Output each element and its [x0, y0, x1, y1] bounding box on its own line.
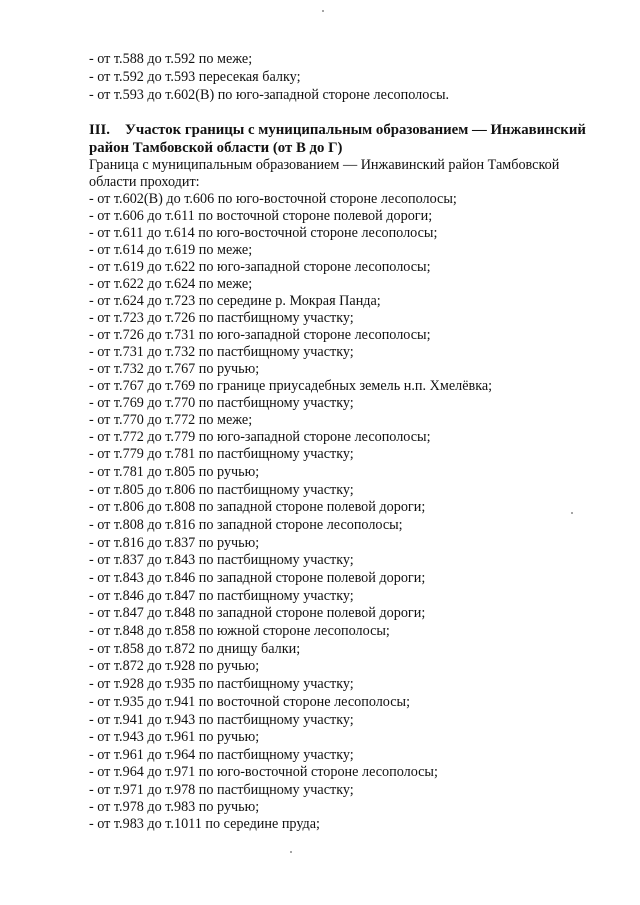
boundary-item: - от т.624 до т.723 по середине р. Мокрая Панда;: [89, 293, 381, 309]
boundary-item: - от т.588 до т.592 по меже;: [89, 51, 253, 67]
boundary-item: - от т.983 до т.1011 по середине пруда;: [89, 816, 320, 832]
boundary-item: - от т.772 до т.779 по юго-западной стороне лесополосы;: [89, 429, 431, 445]
section-title: Участок границы с муниципальным образованием — Инжавинский район Тамбовской области (от В до Г): [89, 122, 586, 156]
boundary-item: - от т.805 до т.806 по пастбищному участку;: [89, 482, 354, 498]
boundary-item: - от т.837 до т.843 по пастбищному участку;: [89, 552, 354, 568]
boundary-item: - от т.779 до т.781 по пастбищному участку;: [89, 446, 354, 462]
section-heading: [89, 122, 604, 157]
boundary-item: - от т.592 до т.593 пересекая балку;: [89, 69, 301, 85]
scan-speck: [322, 10, 324, 12]
boundary-item: - от т.858 до т.872 по днищу балки;: [89, 641, 301, 657]
boundary-item: - от т.964 до т.971 по юго-восточной стороне лесополосы;: [89, 764, 438, 780]
boundary-item: - от т.847 до т.848 по западной стороне полевой дороги;: [89, 605, 426, 621]
scan-speck: [290, 851, 292, 853]
boundary-item: - от т.606 до т.611 по восточной стороне полевой дороги;: [89, 208, 433, 224]
boundary-item: - от т.723 до т.726 по пастбищному участку;: [89, 310, 354, 326]
boundary-item: - от т.593 до т.602(В) по юго-западной стороне лесополосы.: [89, 87, 450, 103]
boundary-item: - от т.726 до т.731 по юго-западной стороне лесополосы;: [89, 327, 431, 343]
boundary-item: - от т.816 до т.837 по ручью;: [89, 535, 260, 551]
boundary-item: - от т.611 до т.614 по юго-восточной стороне лесополосы;: [89, 225, 438, 241]
boundary-item: - от т.806 до т.808 по западной стороне полевой дороги;: [89, 499, 426, 515]
boundary-item: - от т.978 до т.983 по ручью;: [89, 799, 260, 815]
boundary-item: - от т.781 до т.805 по ручью;: [89, 464, 260, 480]
boundary-item: - от т.614 до т.619 по меже;: [89, 242, 253, 258]
boundary-item: - от т.767 до т.769 по границе приусадебных земель н.п. Хмелёвка;: [89, 378, 493, 394]
boundary-item: - от т.961 до т.964 по пастбищному участку;: [89, 747, 354, 763]
boundary-item: - от т.619 до т.622 по юго-западной стороне лесополосы;: [89, 259, 431, 275]
boundary-item: - от т.622 до т.624 по меже;: [89, 276, 253, 292]
section-intro: Граница с муниципальным образованием — Инжавинский район Тамбовской области проходит:: [89, 157, 560, 190]
scan-speck: [571, 512, 573, 514]
boundary-item: - от т.848 до т.858 по южной стороне лесополосы;: [89, 623, 390, 639]
boundary-item: - от т.872 до т.928 по ручью;: [89, 658, 260, 674]
section-number: III.: [89, 122, 110, 138]
boundary-item: - от т.941 до т.943 по пастбищному участку;: [89, 712, 354, 728]
boundary-item: - от т.971 до т.978 по пастбищному участку;: [89, 782, 354, 798]
boundary-item: - от т.602(В) до т.606 по юго-восточной стороне лесополосы;: [89, 191, 457, 207]
boundary-item: - от т.843 до т.846 по западной стороне полевой дороги;: [89, 570, 426, 586]
boundary-item: - от т.770 до т.772 по меже;: [89, 412, 253, 428]
boundary-item: - от т.731 до т.732 по пастбищному участку;: [89, 344, 354, 360]
boundary-item: - от т.732 до т.767 по ручью;: [89, 361, 260, 377]
boundary-item: - от т.846 до т.847 по пастбищному участку;: [89, 588, 354, 604]
boundary-item: - от т.928 до т.935 по пастбищному участку;: [89, 676, 354, 692]
boundary-item: - от т.769 до т.770 по пастбищному участку;: [89, 395, 354, 411]
boundary-item: - от т.808 до т.816 по западной стороне лесополосы;: [89, 517, 403, 533]
boundary-item: - от т.943 до т.961 по ручью;: [89, 729, 260, 745]
boundary-item: - от т.935 до т.941 по восточной стороне лесополосы;: [89, 694, 411, 710]
